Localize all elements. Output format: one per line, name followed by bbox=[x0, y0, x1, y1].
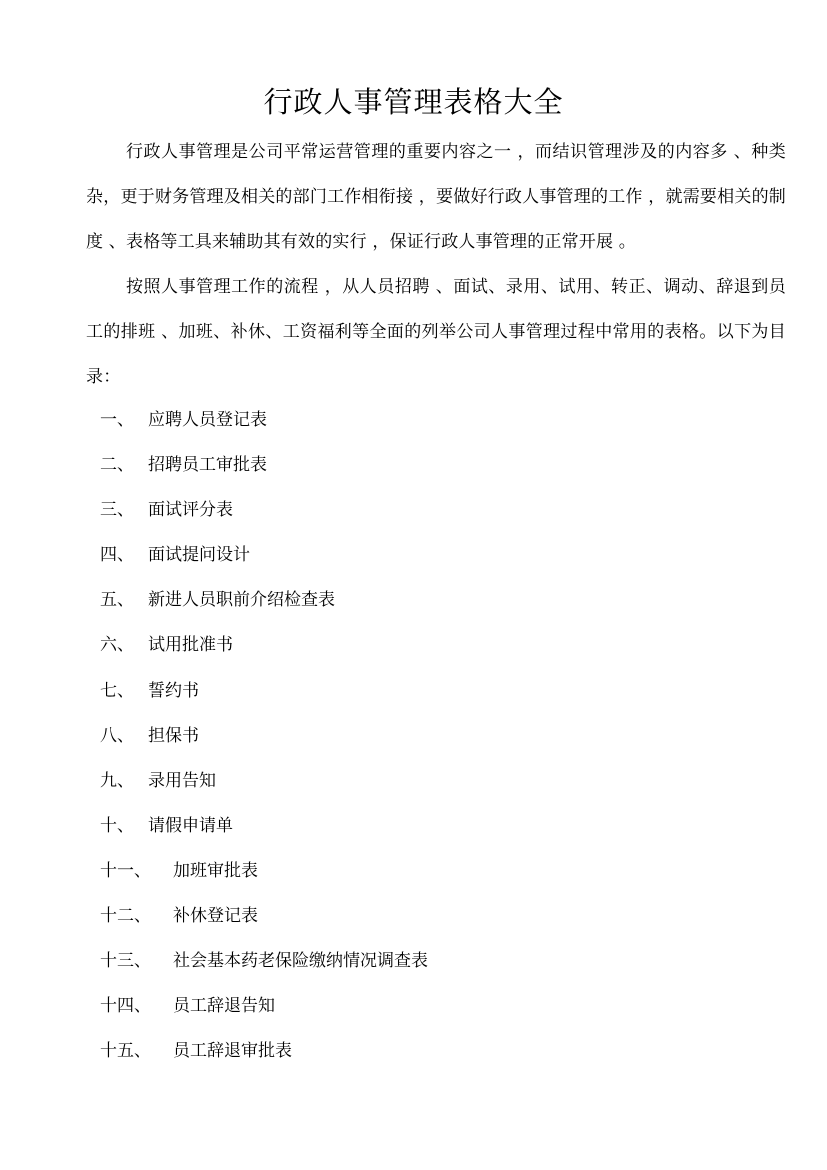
toc-item bbox=[100, 1029, 428, 1074]
document-title: 行政人事管理表格大全 bbox=[263, 85, 564, 119]
toc-item bbox=[100, 443, 428, 488]
toc-item-number: 四、 bbox=[100, 545, 134, 566]
toc-item-label: 试用批准书 bbox=[148, 635, 233, 656]
toc-item bbox=[100, 398, 428, 443]
toc-item bbox=[100, 849, 428, 894]
toc-item bbox=[100, 894, 428, 939]
toc-item bbox=[100, 714, 428, 759]
toc-item-label: 录用告知 bbox=[148, 770, 216, 791]
toc-item-label: 应聘人员登记表 bbox=[148, 410, 267, 430]
toc-item bbox=[100, 984, 428, 1029]
toc-item-label: 员工辞退审批表 bbox=[173, 1041, 292, 1062]
toc-item-number: 十一、 bbox=[100, 860, 151, 881]
toc-item-number: 一、 bbox=[100, 410, 134, 430]
toc-item-label: 面试提问设计 bbox=[148, 545, 250, 566]
toc-item-number: 九、 bbox=[100, 770, 134, 791]
toc-item-label: 员工辞退告知 bbox=[173, 996, 275, 1017]
toc-item-number: 十、 bbox=[100, 815, 134, 836]
toc-item-number: 七、 bbox=[100, 680, 134, 701]
toc-item-number: 二、 bbox=[100, 455, 134, 476]
toc-item-number: 十四、 bbox=[100, 996, 151, 1017]
toc-item-label: 担保书 bbox=[148, 725, 199, 746]
table-of-contents bbox=[100, 398, 428, 1074]
toc-item-label: 新进人员职前介绍检查表 bbox=[148, 590, 335, 611]
toc-item-label: 补休登记表 bbox=[173, 906, 258, 927]
toc-item-label: 请假申请单 bbox=[148, 815, 233, 836]
toc-item-number: 十三、 bbox=[100, 951, 151, 972]
toc-item-number: 八、 bbox=[100, 725, 134, 746]
toc-item-number: 五、 bbox=[100, 590, 134, 611]
toc-item bbox=[100, 533, 428, 578]
intro-paragraph-2: 按照人事管理工作的流程 ，从人员招聘 、面试、录用、试用、转正、调动、辞退到员工的排班 、加班、补休、工资福利等全面的列举公司人事管理过程中常用的表格。以下为目录： bbox=[86, 277, 786, 387]
toc-item bbox=[100, 939, 428, 984]
toc-item-label: 社会基本药老保险缴纳情况调查表 bbox=[173, 951, 428, 972]
toc-item-label: 面试评分表 bbox=[148, 500, 233, 521]
toc-item bbox=[100, 669, 428, 714]
toc-item bbox=[100, 578, 428, 623]
toc-item-label: 加班审批表 bbox=[173, 860, 258, 881]
toc-item bbox=[100, 623, 428, 668]
toc-item bbox=[100, 759, 428, 804]
toc-item-number: 十二、 bbox=[100, 906, 151, 927]
toc-item bbox=[100, 488, 428, 533]
toc-item-label: 誓约书 bbox=[148, 680, 199, 701]
toc-item-number: 六、 bbox=[100, 635, 134, 656]
intro-paragraph-1: 行政人事管理是公司平常运营管理的重要内容之一 ，而结识管理涉及的内容多 、种类杂，更于财务管理及相关的部门工作相衔接 ，要做好行政人事管理的工作 ，就需要相关的制度 、表格等工具来辅助其有效的实行 ，保证行政人事管理的正常开展 。 bbox=[86, 142, 786, 252]
toc-item-label: 招聘员工审批表 bbox=[148, 455, 267, 476]
toc-item-number: 十五、 bbox=[100, 1041, 151, 1062]
toc-item bbox=[100, 804, 428, 849]
toc-item-number: 三、 bbox=[100, 500, 134, 521]
